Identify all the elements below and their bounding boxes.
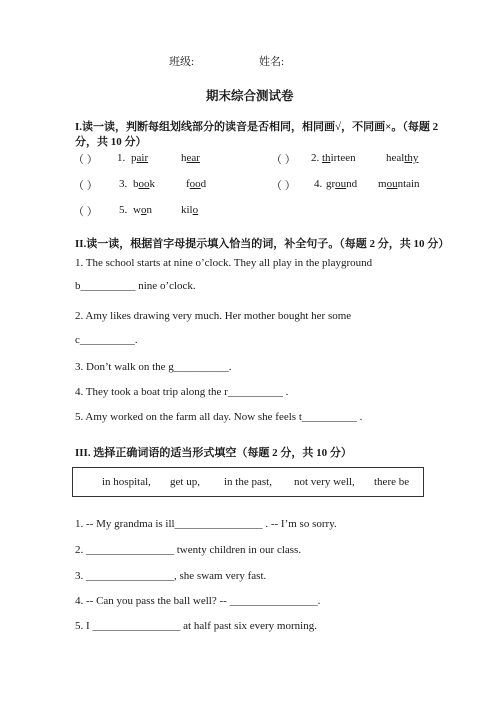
section2-q5: 5. Amy worked on the farm all day. Now she feels t__________ .	[75, 411, 363, 423]
section2-q2-line1: 2. Amy likes drawing very much. Her mother bought her some	[75, 310, 352, 322]
section1-item-word1: book	[133, 178, 155, 190]
section2-q1-line2: b__________ nine o’clock.	[75, 280, 196, 292]
section1-item-word1: ground	[326, 178, 358, 190]
section3-q2: 2. ________________ twenty children in our class.	[75, 544, 302, 556]
section1-item-paren: （ ）	[73, 154, 98, 166]
section1-item-word1: thirteen	[322, 152, 356, 164]
section3-q1: 1. -- My grandma is ill________________ . -- I’m so sorry.	[75, 518, 337, 530]
section1-item-number: 1.	[117, 152, 126, 164]
section2-q3: 3. Don’t walk on the g__________.	[75, 361, 232, 373]
section1-item-number: 4.	[314, 178, 323, 190]
section2-q2-line2: c__________.	[75, 334, 138, 346]
section1-item-word2: kilo	[181, 204, 199, 216]
section2-heading: II.读一读，根据首字母提示填入恰当的词，补全句子。（每题 2 分，共 10 分）	[75, 238, 450, 250]
section1-item-word2: food	[186, 178, 207, 190]
section1-item-word2: hear	[181, 152, 200, 164]
section1-item-number: 2.	[311, 152, 320, 164]
word-bank-option: there be	[374, 476, 410, 488]
word-bank-option: not very well,	[294, 476, 355, 488]
word-bank-option: in hospital,	[102, 476, 151, 488]
section3-heading: III. 选择正确词语的适当形式填空（每题 2 分，共 10 分）	[75, 447, 352, 459]
section3-q3: 3. ________________, she swam very fast.	[75, 570, 267, 582]
section1-heading-line2: 分，共 10 分）	[75, 136, 147, 148]
word-bank-option: in the past,	[224, 476, 272, 488]
section3-q5: 5. I ________________ at half past six every morning.	[75, 620, 317, 632]
section1-item-paren: （ ）	[73, 206, 98, 218]
section1-heading-line1: I.读一读，判断每组划线部分的读音是否相同，相同画√，不同画×。（每题 2	[75, 121, 439, 133]
name-label: 姓名:	[259, 56, 285, 68]
section1-item-paren: （ ）	[271, 180, 296, 192]
page-title: 期末综合测试卷	[206, 89, 294, 103]
section1-item-word1: won	[133, 204, 152, 216]
section1-item-number: 5.	[119, 204, 128, 216]
section3-q4: 4. -- Can you pass the ball well? -- ________________.	[75, 595, 321, 607]
section1-item-word2: mountain	[378, 178, 420, 190]
section2-q1-line1: 1. The school starts at nine o’clock. They all play in the playground	[75, 257, 373, 269]
section1-item-word2: healthy	[386, 152, 419, 164]
section1-item-paren: （ ）	[271, 154, 296, 166]
section2-q4: 4. They took a boat trip along the r__________ .	[75, 386, 289, 398]
word-bank-option: get up,	[170, 476, 200, 488]
section1-item-paren: （ ）	[73, 180, 98, 192]
section1-item-number: 3.	[119, 178, 128, 190]
section1-item-word1: pair	[131, 152, 149, 164]
class-label: 班级:	[169, 56, 195, 68]
